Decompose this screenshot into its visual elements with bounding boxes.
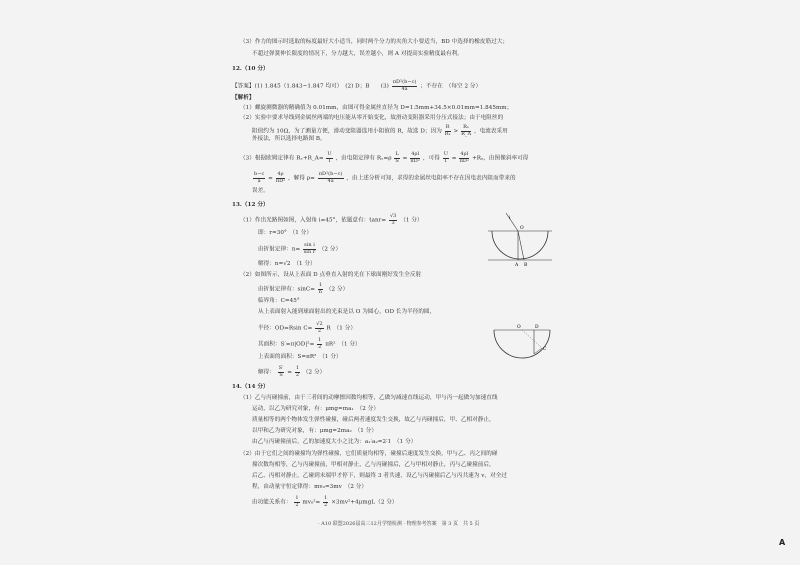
- q11-line4: 不超过弹簧伸长限度的情况下，分力越大，误差越小，则 A 对提高实验精度最有利。: [252, 51, 463, 57]
- q14-heading: 14.（14 分）: [232, 384, 269, 390]
- q12-answer: 【答案】(1) 1.845（1.843~1.847 均可） (2) D；B (3) $\frac{\text{πD²(b−c)}}{4a}$ ；不存在 （每空 2 分）: [232, 79, 482, 92]
- q13-part2: （2）如图所示，设从上表面 D 点垂直入射的光在下球面刚好发生全反射: [240, 272, 422, 278]
- q14-a4: 以甲和乙为研究对象，有：μmg=2ma₂ （1 分）: [252, 428, 377, 434]
- q12-step1: （1）螺旋测微器的精确值为 0.01mm，由图可得金属丝直径为 D=1.5mm+34.5×0.01mm=1.845mm；: [240, 105, 513, 111]
- corner-mark: A: [779, 538, 786, 547]
- page-footer: · A10 联盟2026届高三12月学情检测 · 物理参考答案 第 3 页 共 5 页: [318, 521, 480, 527]
- q13-part1-r: 即：r=30° （1 分）: [258, 230, 313, 236]
- hemisphere-arc: [494, 330, 550, 358]
- q13-part1: （1）作出光路图如图，入射角 i=45°，依题意有：tanr= $\frac{√3}{3}$ （1 分）: [240, 213, 423, 226]
- q13-part2-critical: 临界角：C=45°: [258, 298, 300, 304]
- q13-part1-n: 由折射定律：n= $\frac{\text{sin i}}{\text{sin r}}$ （2 分）: [258, 242, 342, 255]
- q14-b5: 由功能关系有： $\frac{1}{2}$ mv₀²= $\frac{1}{2}$ ×3mv²+4μmgL（2 分）: [252, 495, 398, 508]
- refracted-ray: [518, 231, 524, 260]
- q12-step2: （2）实验中要求导线到金属丝两端的电压能从零开始变化，故滑动变阻器采用分压式接法；由于电阻丝的: [240, 115, 504, 121]
- q12-step3: （3）根据欧姆定律有 Rₓ+R_A= $\frac{U}{I}$ ，由电阻定律有 Rₓ=ρ $\frac{L}{S}$ = $\frac{4\rho l}{\text{πD²}}$ ，可得 $\frac{U}{I}$ = $\frac{4\rho l}{\text{πD²}}$ +Rₐ，由图像斜率可得: [240, 151, 529, 164]
- incident-ray: [506, 213, 518, 231]
- q13-part2-result: 解得： $\frac{S'}{S}$ = $\frac{1}{2}$ （2 分）: [258, 365, 326, 378]
- label-b: B: [524, 263, 528, 268]
- q13-part2-sinc: 由折射定律有：sinC= $\frac{1}{n}$ （2 分）: [258, 282, 349, 295]
- q14-b2: 撞次数均相等，乙与丙碰撞前，甲相对静止，乙与丙碰撞后，乙与甲相对静止，丙与乙碰撞前后，: [252, 462, 495, 468]
- q13-part2-surface: 上表面的面积：S=πR² （1 分）: [258, 354, 342, 360]
- q14-b1: （2）由于它们之间的碰撞均为弹性碰撞，它们质量均相等，碰撞后速度发生交换，甲与乙、丙之间的碰: [240, 451, 498, 457]
- label-d: D: [535, 325, 539, 330]
- q13-part1-result: 解得：n=√2 （1 分）: [258, 261, 316, 267]
- q13-figure2: [490, 320, 554, 360]
- q14-a5: 由乙与丙碰撞前后，乙的加速度大小之比为：a₁∶a₂=2∶1 （1 分）: [252, 439, 417, 445]
- q14-b4: 程，由动量守恒定律得：mv₀=3mv （2 分）: [252, 484, 368, 490]
- label-i: i: [509, 216, 511, 221]
- q12-step2b: 阻值约为 10Ω，为了测量方便，滑动变阻器选用小阻值的 R，故选 D；因为 $\frac{R}{\text{Rₓ}}$ > $\frac{\text{Rₓ}}{R\_A}$ ，电流表采用: [252, 124, 508, 137]
- q13-part2-radius: 半径：OD=Rsin C= $\frac{√2}{2}$ R （1 分）: [258, 321, 357, 334]
- q12-answer-fraction: $\frac{\text{πD²(b−c)}}{4a}$: [392, 79, 417, 92]
- label-c: C: [543, 347, 547, 352]
- q12-step2c: 外接法，所以选择电路图 B。: [252, 136, 326, 142]
- label-o: O: [517, 325, 521, 330]
- q12-step3c: 误差。: [252, 188, 269, 194]
- q14-a2: 运动，以乙为研究对象，有：μmg=ma₁ （2 分）: [252, 406, 380, 412]
- q13-part2-area: 其面积：S′=π|OD|²= $\frac{1}{2}$ πR² （1 分）: [258, 337, 361, 350]
- q14-a3: 质量相等的两个物体发生弹性碰撞，碰后两者速度发生交换，故乙与丙碰撞后，甲、乙相对静止，: [252, 417, 495, 423]
- radius-line: [522, 330, 542, 348]
- q12-step3b: $\frac{b-c}{a}$ = $\frac{4\rho}{\text{πD²}}$ ，解得 ρ= $\frac{\text{πD²(b−c)}}{4a}$ ，由上述分析可知，求得的金属丝电阻率不存在因电表内阻而带来的: [254, 171, 516, 184]
- q14-a1: （1）乙与丙碰撞前，由于三者间的动摩擦因数均相等，乙做匀减速直线运动，甲与丙一起做匀加速直线: [240, 395, 498, 401]
- hemisphere-arc: [492, 231, 548, 259]
- q13-part2-desc: 从上表面射入能到球面射出的光束是以 O 为圆心，OD 长为半径的圆，: [258, 309, 436, 315]
- q14-b3: 后乙、丙相对静止，乙碰到末端甲才停下，则最终 3 者共速，设乙与丙碰撞后乙与丙共速为 v，对全过: [252, 473, 507, 479]
- label-o: O: [520, 226, 524, 231]
- q13-heading: 13.（12 分）: [232, 202, 269, 208]
- q12-heading: 12.（10 分）: [232, 66, 269, 72]
- label-a: A: [515, 263, 519, 268]
- q12-analysis-heading: 【解析】: [232, 95, 255, 101]
- q13-figure1: [488, 205, 552, 267]
- q11-line3: （3）作力的图示时选取的标度最好大小适当，同时两个分力的夹角大小要适当，BD 中选择的橡皮筋过大；: [240, 39, 509, 45]
